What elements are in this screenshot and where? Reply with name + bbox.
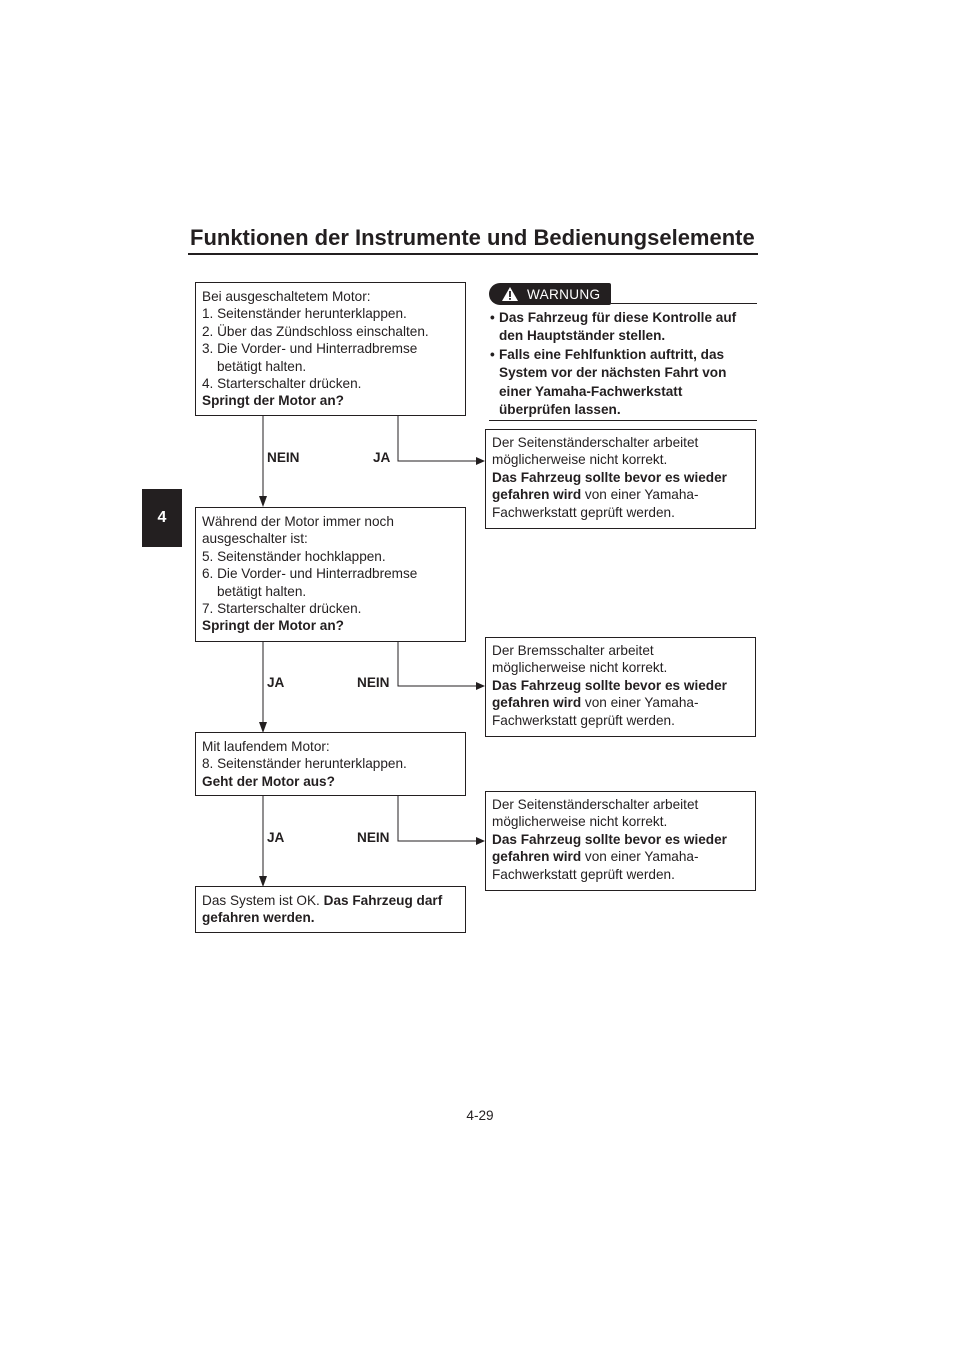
warning-item-text: Das Fahrzeug für diese Kontrolle auf den Hauptständer stellen. — [499, 310, 737, 344]
result1-line: Der Seitenständerschalter arbeitet — [492, 435, 699, 450]
result2-bold: Das Fahrzeug sollte bevor es wieder — [492, 677, 727, 693]
warning-rule-bottom — [489, 420, 757, 421]
final-text: Das System ist OK. — [202, 893, 324, 908]
step3-line: Mit laufendem Motor: — [202, 739, 330, 754]
warning-label: WARNUNG — [527, 286, 601, 302]
step2-line: 5. Seitenständer hochklappen. — [202, 548, 386, 564]
result2-bold: gefahren wird — [492, 695, 582, 711]
arrowhead-step2 — [259, 496, 267, 507]
arrowhead-result1 — [476, 457, 485, 465]
result1-bold: Das Fahrzeug sollte bevor es wieder — [492, 469, 727, 485]
page-number: 4-29 — [466, 1108, 494, 1123]
warning-item-text: Falls eine Fehlfunktion auftritt, das System vor der nächsten Fahrt von einer Yamaha-Fachwerkstatt überprüfen lassen. — [499, 346, 727, 418]
step1-line: 4. Starterschalter drücken. — [202, 376, 362, 392]
step1-question: Springt der Motor an? — [202, 393, 344, 409]
step1-line: betätigt halten. — [217, 358, 307, 374]
flow-result-1-box — [485, 429, 756, 529]
warning-item: • Falls eine Fehlfunktion auftritt, das System vor der nächsten Fahrt von einer Yamaha-Fachwerkstatt überprüfen lassen. — [490, 346, 755, 420]
result3-bold: Das Fahrzeug sollte bevor es wieder — [492, 831, 727, 847]
result3-bold: gefahren wird — [492, 849, 582, 865]
result3-line: Der Seitenständerschalter arbeitet — [492, 797, 699, 812]
arrowhead-result2 — [476, 682, 485, 690]
step3-no-label: NEIN — [357, 830, 390, 845]
step2-question: Springt der Motor an? — [202, 618, 344, 634]
connector-step1-right — [398, 415, 476, 461]
step2-line: betätigt halten. — [217, 583, 307, 599]
step1-line: 2. Über das Zündschloss einschalten. — [202, 323, 429, 339]
page-title: Funktionen der Instrumente und Bedienungselemente — [190, 225, 755, 250]
step3-line: 8. Seitenständer herunterklappen. — [202, 756, 407, 772]
flow-result-2-box — [485, 637, 756, 737]
result1-line: Fachwerkstatt geprüft werden. — [492, 504, 675, 520]
flow-step-2-box — [195, 507, 466, 642]
chapter-number: 4 — [157, 509, 167, 526]
step2-yes-label: JA — [267, 675, 285, 690]
connector-step3-right — [398, 795, 476, 841]
warning-rule-top — [611, 303, 757, 304]
flow-step-1-box — [195, 282, 466, 416]
step2-line: 6. Die Vorder- und Hinterradbremse — [202, 566, 418, 582]
step1-yes-label: JA — [373, 450, 391, 465]
flow-step-3-box — [195, 732, 466, 796]
step1-line: 1. Seitenständer herunterklappen. — [202, 306, 407, 322]
step2-line: ausgeschalter ist: — [202, 531, 308, 547]
final-bold: Das Fahrzeug darf — [323, 893, 443, 908]
step1-line: Bei ausgeschaltetem Motor: — [202, 289, 371, 304]
step1-line: 3. Die Vorder- und Hinterradbremse — [202, 341, 418, 357]
step2-line: 7. Starterschalter drücken. — [202, 601, 362, 617]
warning-header — [489, 283, 611, 305]
result1-line: möglicherweise nicht korrekt. — [492, 452, 668, 468]
result2-line: Der Bremsschalter arbeitet — [492, 643, 654, 658]
warning-list — [490, 309, 755, 419]
result3-line: Fachwerkstatt geprüft werden. — [492, 866, 675, 882]
flow-result-3-box — [485, 791, 756, 891]
step2-line: Während der Motor immer noch — [202, 514, 394, 529]
arrowhead-result3 — [476, 837, 485, 845]
result2-line: Fachwerkstatt geprüft werden. — [492, 712, 675, 728]
result3-line: möglicherweise nicht korrekt. — [492, 814, 668, 830]
warning-triangle-icon — [501, 286, 519, 302]
flow-final-box — [195, 886, 466, 933]
step3-yes-label: JA — [267, 830, 285, 845]
step2-no-label: NEIN — [357, 675, 390, 690]
warning-item: • Das Fahrzeug für diese Kontrolle auf den Hauptständer stellen. — [490, 309, 755, 346]
result2-line: möglicherweise nicht korrekt. — [492, 660, 668, 676]
step3-question: Geht der Motor aus? — [202, 773, 335, 789]
result1-bold: gefahren wird — [492, 487, 582, 503]
result1-text: von einer Yamaha- — [581, 487, 699, 503]
result3-text: von einer Yamaha- — [581, 849, 699, 865]
connector-step2-right — [398, 641, 476, 686]
result2-text: von einer Yamaha- — [581, 695, 699, 711]
step1-no-label: NEIN — [267, 450, 300, 465]
final-bold: gefahren werden. — [202, 910, 315, 926]
